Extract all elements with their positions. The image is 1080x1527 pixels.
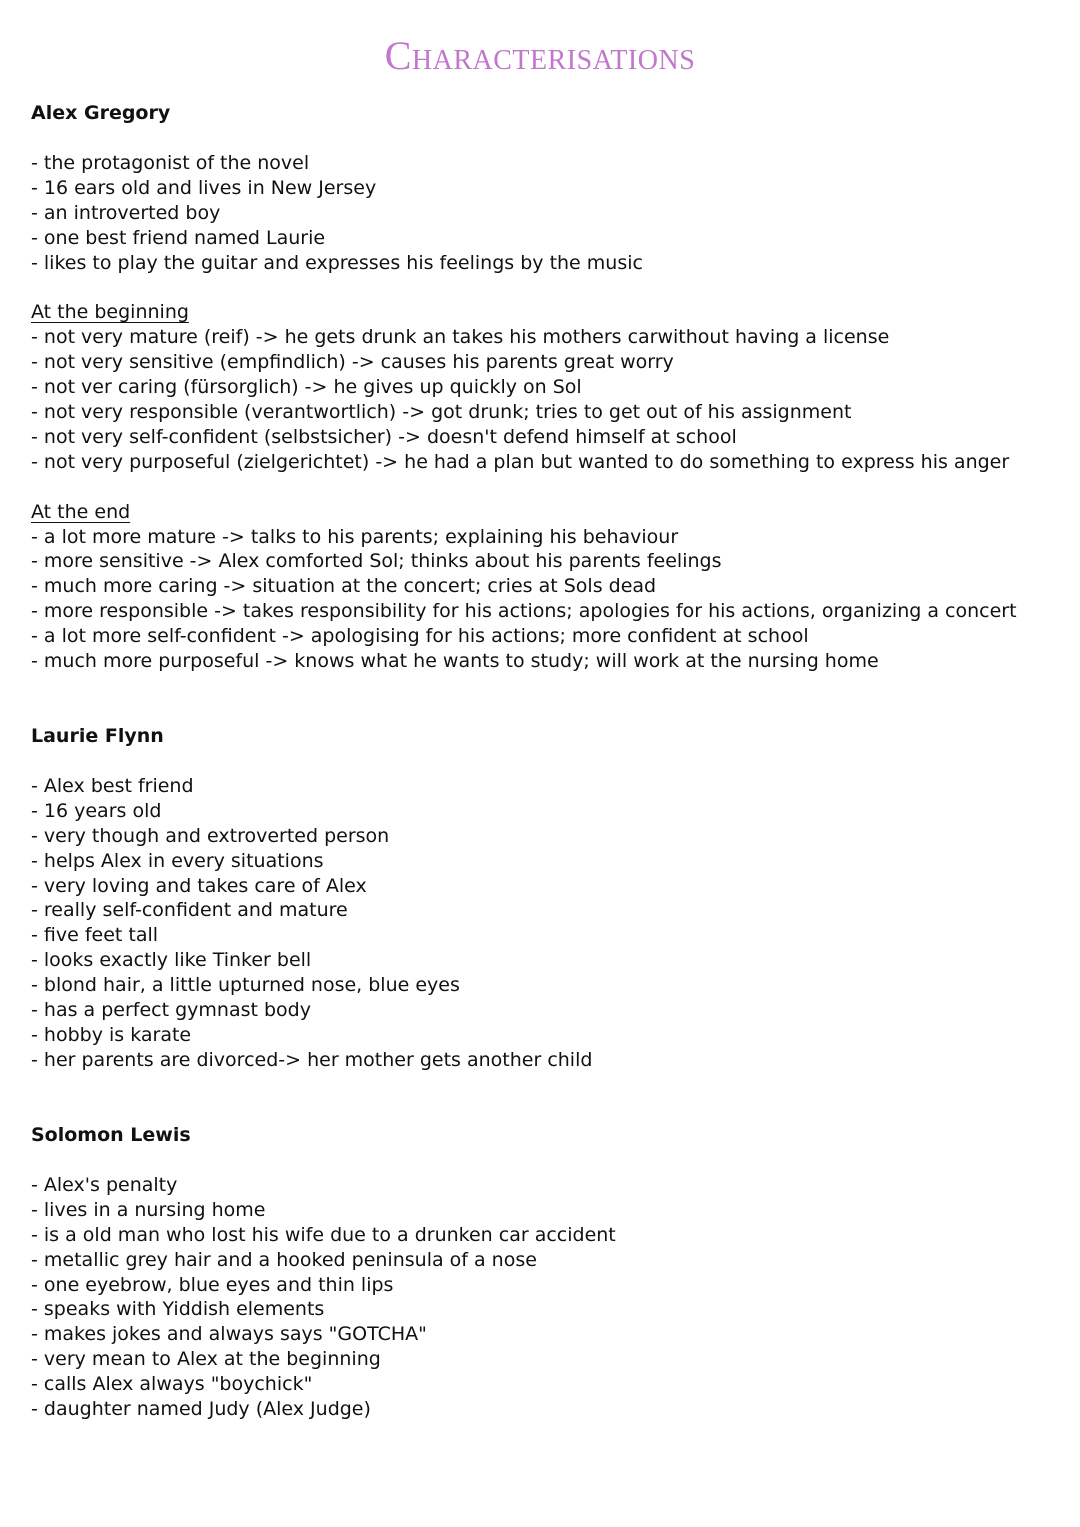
list-item: - has a perfect gymnast body [31,998,1061,1023]
list-item: - hobby is karate [31,1023,1061,1048]
list-item: - 16 years old [31,799,1061,824]
list-item: - not very mature (reif) -> he gets drunk an takes his mothers carwithout having a license [31,325,1061,350]
list-item: - likes to play the guitar and expresses his feelings by the music [31,251,1061,276]
list-item: - an introverted boy [31,201,1061,226]
list-item: - more sensitive -> Alex comforted Sol; thinks about his parents feelings [31,549,1061,574]
list-item: - Alex's penalty [31,1173,1061,1198]
alex-beginning-list [31,325,1061,474]
list-item: - really self-confident and mature [31,898,1061,923]
list-item: - calls Alex always "boychick" [31,1372,1061,1397]
list-item: - speaks with Yiddish elements [31,1297,1061,1322]
list-item: - blond hair, a little upturned nose, blue eyes [31,973,1061,998]
list-item: - not very responsible (verantwortlich) -> got drunk; tries to get out of his assignment [31,400,1061,425]
list-item: - not very sensitive (empfindlich) -> causes his parents great worry [31,350,1061,375]
character-heading: Laurie Flynn [31,725,164,747]
list-item: - one eyebrow, blue eyes and thin lips [31,1273,1061,1298]
section-solomon-lewis [31,1123,1061,1422]
subheading-beginning: At the beginning [31,301,189,324]
list-item: - daughter named Judy (Alex Judge) [31,1397,1061,1422]
list-item: - very though and extroverted person [31,824,1061,849]
character-heading: Alex Gregory [31,102,171,124]
section-alex-gregory [31,101,1061,674]
list-item: - makes jokes and always says "GOTCHA" [31,1322,1061,1347]
list-item: - a lot more mature -> talks to his parents; explaining his behaviour [31,525,1061,550]
page-title: Characterisations [384,33,696,78]
list-item: - not ver caring (fürsorglich) -> he gives up quickly on Sol [31,375,1061,400]
list-item: - one best friend named Laurie [31,226,1061,251]
list-item: - looks exactly like Tinker bell [31,948,1061,973]
solomon-facts-list [31,1173,1061,1422]
list-item: - is a old man who lost his wife due to a drunken car accident [31,1223,1061,1248]
alex-end-list [31,525,1061,674]
character-heading: Solomon Lewis [31,1124,191,1146]
list-item: - not very self-confident (selbstsicher) -> doesn't defend himself at school [31,425,1061,450]
list-item: - metallic grey hair and a hooked peninsula of a nose [31,1248,1061,1273]
list-item: - 16 ears old and lives in New Jersey [31,176,1061,201]
laurie-facts-list [31,774,1061,1073]
subheading-end: At the end [31,500,131,523]
section-laurie-flynn [31,724,1061,1073]
list-item: - more responsible -> takes responsibility for his actions; apologies for his actions, organizing a concert [31,599,1061,624]
list-item: - a lot more self-confident -> apologising for his actions; more confident at school [31,624,1061,649]
list-item: - not very purposeful (zielgerichtet) -> he had a plan but wanted to do something to express his anger [31,450,1061,475]
list-item: - helps Alex in every situations [31,849,1061,874]
list-item: - five feet tall [31,923,1061,948]
list-item: - much more purposeful -> knows what he wants to study; will work at the nursing home [31,649,1061,674]
list-item: - her parents are divorced-> her mother gets another child [31,1048,1061,1073]
list-item: - the protagonist of the novel [31,151,1061,176]
list-item: - very loving and takes care of Alex [31,874,1061,899]
list-item: - Alex best friend [31,774,1061,799]
list-item: - much more caring -> situation at the concert; cries at Sols dead [31,574,1061,599]
list-item: - very mean to Alex at the beginning [31,1347,1061,1372]
list-item: - lives in a nursing home [31,1198,1061,1223]
alex-facts-list [31,151,1061,275]
